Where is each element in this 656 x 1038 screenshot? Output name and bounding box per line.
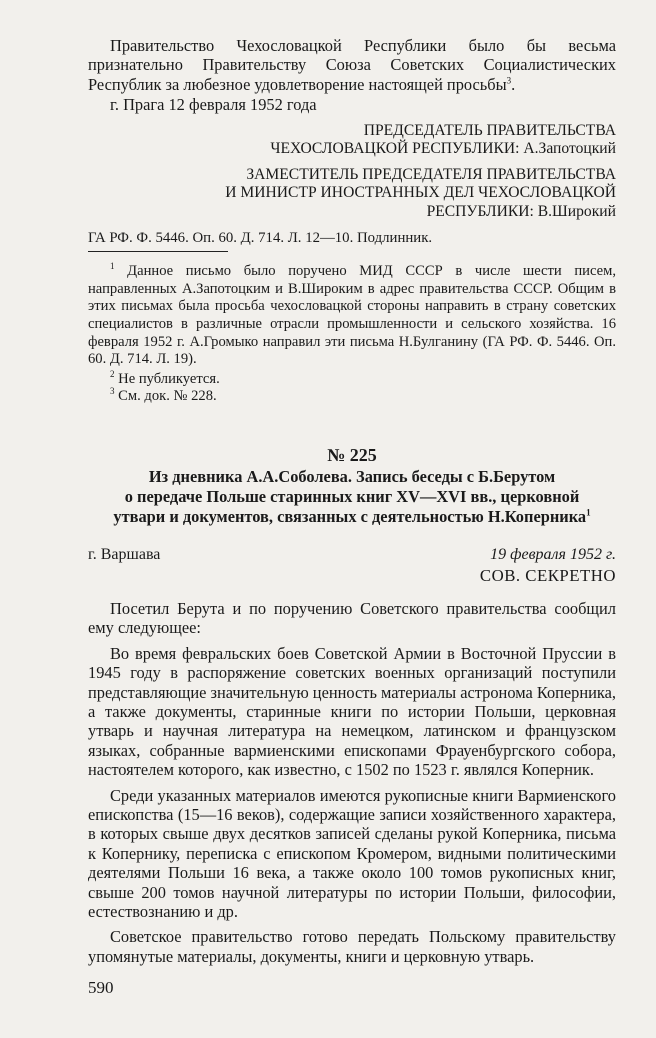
- footnote-ref: 3: [506, 75, 512, 86]
- document-body: [88, 599, 616, 966]
- signature-line: ПРЕДСЕДАТЕЛЬ ПРАВИТЕЛЬСТВА: [363, 121, 616, 139]
- footnotes: [88, 263, 616, 406]
- document-title: [88, 467, 616, 527]
- classification-stamp: СОВ. СЕКРЕТНО: [479, 565, 616, 585]
- body-paragraph: Среди указанных материалов имеются рукописные книги Вармиенского епископства (15—16 веков), содержащие записи хозяйственного характера, в которых свыше двух десятков записей сделаны рукой Коперника, письма к Копернику, переписка с епископом Кромером, видными политическими деятелями Польши 16 века, а также около 100 томов рукописных книг, свыше 200 томов научной литературы по истории Польши, философии, естествознанию и др.: [88, 785, 616, 921]
- document-page: [88, 0, 616, 966]
- place-date-line: г. Прага 12 февраля 1952 года: [110, 95, 317, 115]
- document-title-line: Из дневника А.А.Соболева. Запись беседы с Б.Берутом: [148, 466, 556, 486]
- signature-line: ЗАМЕСТИТЕЛЬ ПРЕДСЕДАТЕЛЯ ПРАВИТЕЛЬСТВА: [246, 165, 616, 183]
- signature-line: РЕСПУБЛИКИ: В.Широкий: [426, 202, 616, 220]
- footnote-3: $^3$ См. док. № 228.: [110, 386, 217, 405]
- footnote-ref: 1: [586, 507, 591, 518]
- signature-line: И МИНИСТР ИНОСТРАННЫХ ДЕЛ ЧЕХОСЛОВАЦКОЙ: [225, 184, 616, 202]
- intro-paragraph: Правительство Чехословацкой Республики было бы весьма признательно Правительству Союза Советских Социалистических Республик за любезное удовлетворение настоящей просьбы$^3$.: [88, 36, 616, 94]
- document-title-line: утвари и документов, связанных с деятельностью Н.Коперника$^1$: [113, 506, 591, 526]
- signature-block-2: [88, 166, 616, 222]
- body-paragraph: Советское правительство готово передать Польскому правительству упомянутые материалы, документы, книги и церковную утварь.: [88, 927, 616, 966]
- body-paragraph: Посетил Берута и по поручению Советского правительства сообщил ему следующее:: [88, 598, 616, 638]
- page-number: 590: [88, 978, 114, 997]
- footnote-1: $^1$ Данное письмо было поручено МИД СССР в числе шести писем, направленных А.Запотоцким и В.Широким в адрес правительства СССР. Общим в этих письмах была просьба чехословацкой стороны направить в страну советских специалистов в различные отрасли промышленности и сельского хозяйства. 16 февраля 1952 г. А.Громыко направил эти письма Н.Булганину (ГА РФ. Ф. 5446. Оп. 60. Д. 714. Л. 19).: [88, 261, 616, 368]
- signature-line: ЧЕХОСЛОВАЦКОЙ РЕСПУБЛИКИ: А.Запотоцкий: [270, 140, 616, 158]
- place-date-row: [88, 545, 616, 565]
- signature-block-1: [88, 122, 616, 159]
- body-paragraph: Во время февральских боев Советской Армии в Восточной Пруссии в 1945 году в распоряжение советских военных организаций поступили представляющие значительную ценность материалы астронома Коперника, а также документы, старинные книги по истории Польши, церковная утварь и научная литература на немецком, латинском и французском языках, собранные вармиенскими епископами Фрауенбургского собора, настоятелем которого, как известно, с 1502 по 1523 г. являлся Коперник.: [88, 643, 617, 780]
- place: г. Варшава: [88, 545, 161, 563]
- document-number: № 225: [327, 444, 377, 465]
- date: 19 февраля 1952 г.: [490, 545, 616, 563]
- footnote-2: $^2$ Не публикуется.: [110, 368, 220, 387]
- archive-reference: ГА РФ. Ф. 5446. Оп. 60. Д. 714. Л. 12—10. Подлинник.: [88, 230, 433, 247]
- footnote-divider: [88, 251, 228, 252]
- document-title-line: о передаче Польше старинных книг XV—XVI вв., церковной: [124, 486, 580, 506]
